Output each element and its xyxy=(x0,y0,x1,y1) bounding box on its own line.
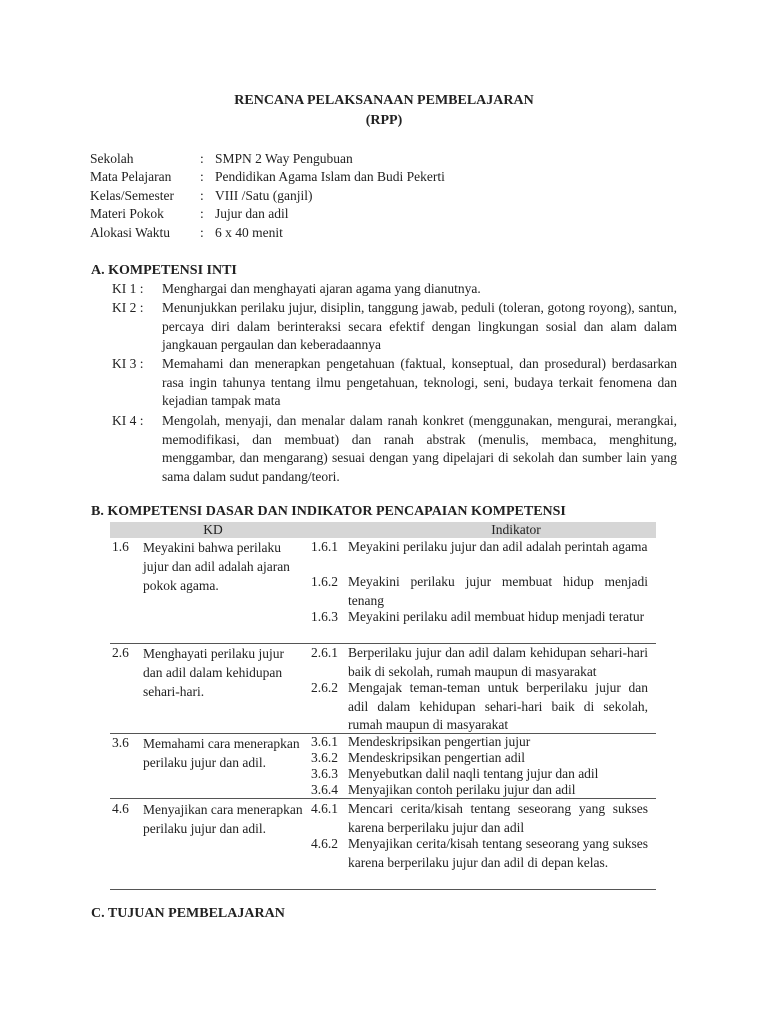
ki-text: Menghargai dan menghayati ajaran agama yang dianutnya. xyxy=(162,281,481,296)
indicator-number: 1.6.1 xyxy=(311,539,338,554)
indicator-text: Mencari cerita/kisah tentang seseorang yang sukses karena berperilaku jujur dan adil xyxy=(348,801,648,835)
ki-text: Mengolah, menyaji, dan menalar dalam ranah konkret (menggunakan, mengurai, merangkai, memodifikasi, dan membuat) dan ranah abstrak (menulis, membaca, menghitung, menggambar, dan mengarang) sesuai dengan yang dipelajari di sekolah dan sumber lain yang sama dalam sudut pandang/teori. xyxy=(162,413,677,484)
indicator-text: Meyakini perilaku adil membuat hidup menjadi teratur xyxy=(348,609,645,624)
identity-colon: : xyxy=(200,169,204,184)
indicator-number: 3.6.3 xyxy=(311,766,338,781)
document-title: RENCANA PELAKSANAAN PEMBELAJARAN xyxy=(234,93,534,108)
row-divider xyxy=(110,889,656,890)
indicator-number: 3.6.1 xyxy=(311,734,338,749)
identity-colon: : xyxy=(200,151,204,166)
ki-code: KI 4 : xyxy=(112,413,144,428)
row-divider xyxy=(110,798,656,799)
indicator-number: 4.6.2 xyxy=(311,836,338,851)
kd-text: Memahami cara menerapkan perilaku jujur dan adil. xyxy=(143,736,300,770)
section-a-heading: A. KOMPETENSI INTI xyxy=(91,263,237,278)
section-b-heading: B. KOMPETENSI DASAR DAN INDIKATOR PENCAPAIAN KOMPETENSI xyxy=(91,504,566,519)
indicator-text: Mendeskripsikan pengertian jujur xyxy=(348,734,531,749)
document-subtitle: (RPP) xyxy=(365,113,403,128)
indicator-number: 2.6.1 xyxy=(311,645,338,660)
indicator-number: 3.6.4 xyxy=(311,782,338,797)
kd-number: 2.6 xyxy=(112,645,129,660)
identity-value-time: 6 x 40 menit xyxy=(215,225,283,240)
kd-number: 3.6 xyxy=(112,735,129,750)
indicator-number: 3.6.2 xyxy=(311,750,338,765)
ki-code: KI 3 : xyxy=(112,356,144,371)
indicator-text: Meyakini perilaku jujur membuat hidup menjadi tenang xyxy=(348,574,648,608)
identity-value-topic: Jujur dan adil xyxy=(215,206,289,221)
column-header-indikator: Indikator xyxy=(491,522,541,537)
indicator-text: Mendeskripsikan pengertian adil xyxy=(348,750,525,765)
indicator-text: Menyajikan cerita/kisah tentang seseorang yang sukses karena berperilaku jujur dan adil di depan kelas. xyxy=(348,836,648,870)
kd-text: Menghayati perilaku jujur dan adil dalam kehidupan sehari-hari. xyxy=(143,646,284,699)
indicator-text: Meyakini perilaku jujur dan adil adalah perintah agama xyxy=(348,539,648,554)
indicator-text: Menyajikan contoh perilaku jujur dan adil xyxy=(348,782,576,797)
identity-value-school: SMPN 2 Way Pengubuan xyxy=(215,151,353,166)
ki-text: Menunjukkan perilaku jujur, disiplin, tanggung jawab, peduli (toleran, gotong royong), santun, percaya diri dalam berinteraksi secara efektif dengan lingkungan sosial dan alam dalam jangkauan pergaulan dan keberadaannya xyxy=(162,300,677,352)
section-c-heading: C. TUJUAN PEMBELAJARAN xyxy=(91,906,285,921)
identity-label-subject: Mata Pelajaran xyxy=(90,169,172,184)
column-header-kd: KD xyxy=(203,522,223,537)
indicator-number: 1.6.3 xyxy=(311,609,338,624)
identity-label-time: Alokasi Waktu xyxy=(90,225,171,240)
indicator-text: Berperilaku jujur dan adil dalam kehidupan sehari-hari baik di sekolah, rumah maupun di masyarakat xyxy=(348,645,648,679)
kd-number: 1.6 xyxy=(112,539,129,554)
identity-value-class: VIII /Satu (ganjil) xyxy=(215,188,313,203)
identity-colon: : xyxy=(200,188,204,203)
indicator-number: 1.6.2 xyxy=(311,574,338,589)
indicator-text: Mengajak teman-teman untuk berperilaku jujur dan adil dalam kehidupan sehari-hari baik di sekolah, rumah maupun di masyarakat xyxy=(348,680,648,732)
identity-label-class: Kelas/Semester xyxy=(90,188,174,203)
identity-colon: : xyxy=(200,206,204,221)
identity-value-subject: Pendidikan Agama Islam dan Budi Pekerti xyxy=(215,169,445,184)
identity-label-topic: Materi Pokok xyxy=(90,206,164,221)
indicator-number: 4.6.1 xyxy=(311,801,338,816)
ki-text: Memahami dan menerapkan pengetahuan (faktual, konseptual, dan prosedural) berdasarkan rasa ingin tahunya tentang ilmu pengetahuan, teknologi, seni, budaya terkait fenomena dan kejadian tampak mata xyxy=(162,356,677,408)
kd-number: 4.6 xyxy=(112,801,129,816)
indicator-text: Menyebutkan dalil naqli tentang jujur dan adil xyxy=(348,766,599,781)
identity-label-school: Sekolah xyxy=(90,151,134,166)
identity-colon: : xyxy=(200,225,204,240)
kd-text: Menyajikan cara menerapkan perilaku jujur dan adil. xyxy=(143,802,303,836)
indicator-number: 2.6.2 xyxy=(311,680,338,695)
ki-code: KI 1 : xyxy=(112,281,144,296)
kd-text: Meyakini bahwa perilaku jujur dan adil adalah ajaran pokok agama. xyxy=(143,540,290,593)
ki-code: KI 2 : xyxy=(112,300,144,315)
